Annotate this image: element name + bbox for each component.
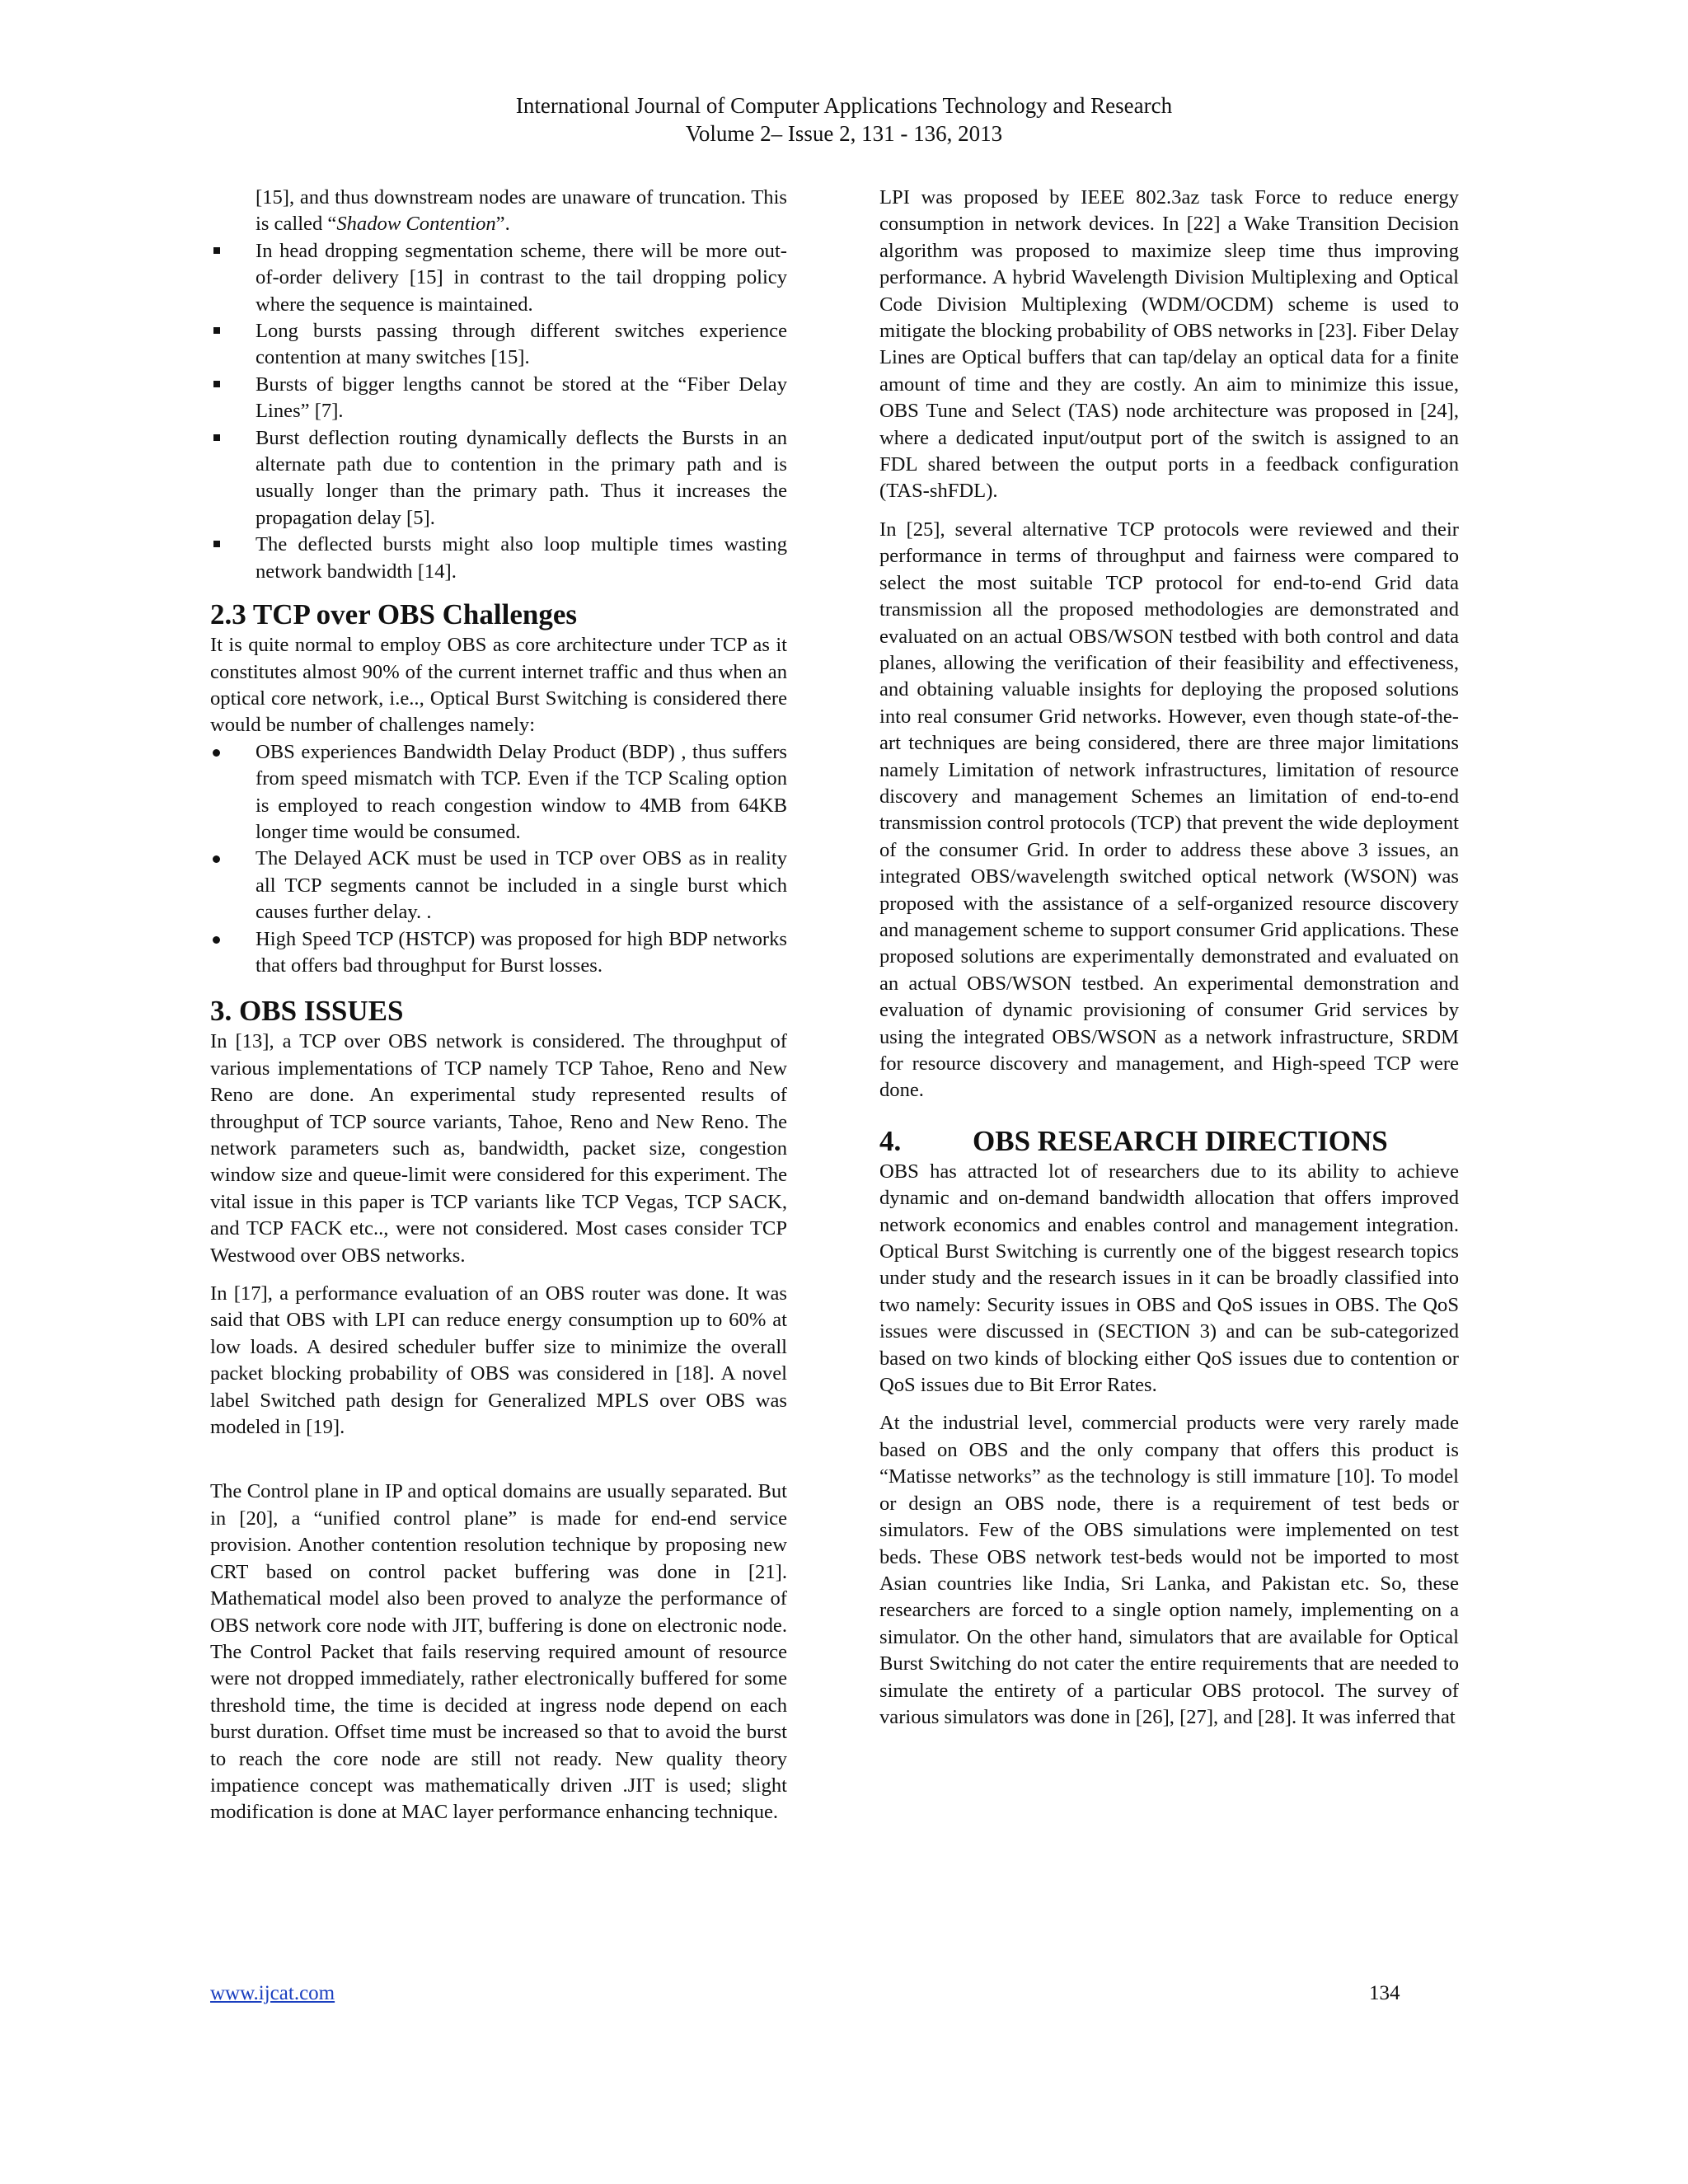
journal-title: International Journal of Computer Applications Technology and Research: [515, 93, 1173, 118]
section-4-paragraph-1: OBS has attracted lot of researchers due to its ability to achieve dynamic and on-demand bandwidth allocation that offers improved network economics and enables control and management integration. Optical Burst Switching is currently one of the biggest research topics under study and the research issues in it can be broadly classified into two namely: Security issues in OBS and QoS issues in OBS. The QoS issues were discussed in (SECTION 3) and can be sub-categorized based on two kinds of blocking either QoS issues due to contention or QoS issues due to Bit Error Rates.: [879, 1160, 1459, 1397]
right-paragraph-2: In [25], several alternative TCP protocols were reviewed and their performance in terms of throughput and fairness were compared to select the most suitable TCP protocol for end-to-end Grid data transmission all the proposed methodologies are demonstrated and evaluated on an actual OBS/WSON testbed with both control and data planes, allowing the verification of their feasibility and effectiveness, and obtaining valuable insights for deploying the proposed solutions into real consumer Grid networks. However, even though state-of-the-art techniques are being considered, there are three major limitations namely Limitation of network infrastructures, limitation of resource discovery and management Schemes an limitation of end-to-end transmission control protocols (TCP) that prevent the wide deployment of the consumer Grid. In order to address these above 3 issues, an integrated OBS/wavelength switched optical network (WSON) was proposed with the assistance of a self-organized resource discovery and management scheme to support consumer Grid applications. These proposed solutions are experimentally demonstrated and evaluated on an actual OBS/WSON testbed. An experimental demonstration and evaluation of dynamic provisioning of consumer Grid services by using the integrated OBS/WSON as a network infrastructure, SRDM for resource discovery and management, and High-speed TCP were done.: [879, 518, 1459, 1102]
list-item: OBS experiences Bandwidth Delay Product (BDP) , thus suffers from speed mismatch with TCP. Even if the TCP Scaling option is employed to reach congestion window to 4MB from 64KB longer time would be consumed.: [210, 739, 787, 846]
page-number: 134: [1369, 1982, 1400, 2004]
section-4-paragraph-2: At the industrial level, commercial products were very rarely made based on OBS and the only company that offers this product is “Matisse networks” as the technology is still immature [10]. To model or design an OBS node, there is a requirement of test beds or simulators. Few of the OBS simulations were implemented on test beds. These OBS network test-beds would not be imported to most Asian countries like India, Sri Lanka, and Pakistan etc. So, these researchers are forced to a single option namely, implementing on a simulator. On the other hand, simulators that are available for Optical Burst Switching do not cater the entire requirements that are needed to simulate the entirety of a particular OBS protocol. The survey of various simulators was done in [26], [27], and [28]. It was inferred that: [879, 1412, 1459, 1728]
shadow-contention-term: Shadow Contention: [336, 213, 496, 236]
section-3-paragraph-1: In [13], a TCP over OBS network is considered. The throughput of various implementations of TCP namely TCP Tahoe, Reno and New Reno are done. An experimental study represented results of throughput of TCP source variants, Tahoe, Reno and New Reno. The network parameters such as, bandwidth, packet size, congestion window size and queue-limit were considered for this experiment. The vital issue in this paper is TCP variants like TCP Vegas, TCP SACK, and TCP FACK etc.., were not considered. Most cases consider TCP Westwood over OBS networks.: [210, 1030, 787, 1267]
right-paragraph-1: LPI was proposed by IEEE 802.3az task Force to reduce energy consumption in network devices. In [22] a Wake Transition Decision algorithm was proposed to maximize sleep time thus improving performance. A hybrid Wavelength Division Multiplexing and Optical Code Division Multiplexing (WDM/OCDM) scheme is used to mitigate the blocking probability of OBS networks in [23]. Fiber Delay Lines are Optical buffers that can tap/delay an optical data for a finite amount of time and they are costly. An aim to minimize this issue, OBS Tune and Select (TAS) node architecture was proposed in [24], where a dedicated input/output port of the switch is assigned to an FDL shared between the output ports in a feedback configuration (TAS-shFDL).: [879, 186, 1459, 503]
section-4-title: OBS RESEARCH DIRECTIONS: [973, 1124, 1388, 1157]
section-heading-2-3: 2.3 TCP over OBS Challenges: [210, 598, 578, 631]
section-3-paragraph-3: The Control plane in IP and optical domains are usually separated. But in [20], a “unified control plane” is made for end-end service provision. Another contention resolution technique by proposing new CRT based on control packet buffering was done in [21]. Mathematical model also been proved to analyze the performance of OBS network core node with JIT, buffering is done on electronic node. The Control Packet that fails reserving required amount of resource were not dropped immediately, rather electronically buffered for some threshold time, the time is decided at ingress node depend on each burst duration. Offset time must be increased so that to avoid the burst to reach the core node are still not ready. New quality theory impatience concept was mathematically driven .JIT is used; slight modification is done at MAC layer performance enhancing technique.: [210, 1480, 787, 1824]
list-item: Burst deflection routing dynamically deflects the Bursts in an alternate path due to contention in the primary path and is usually longer than the primary path. Thus it increases the propagation delay [5].: [210, 425, 787, 532]
list-item: Long bursts passing through different switches experience contention at many switches [15].: [210, 318, 787, 372]
list-item: The deflected bursts might also loop multiple times wasting network bandwidth [14].: [210, 532, 787, 585]
left-column: [210, 185, 787, 1826]
list-item: In head dropping segmentation scheme, there will be more out-of-order delivery [15] in contrast to the tail dropping policy where the sequence is maintained.: [210, 238, 787, 318]
square-bullet-list: [210, 238, 787, 585]
section-2-3-intro: It is quite normal to employ OBS as core architecture under TCP as it constitutes almost 90% of the current internet traffic and thus when an optical core network, i.e.., Optical Burst Switching is considered there would be number of challenges namely:: [210, 634, 787, 737]
continued-text-b: ”.: [495, 213, 510, 236]
section-4-number: 4.: [879, 1124, 902, 1157]
right-column: [879, 185, 1459, 1731]
section-heading-4: [879, 1124, 1459, 1159]
continued-bullet-text: [210, 185, 787, 238]
section-heading-3: 3. OBS ISSUES: [210, 995, 404, 1028]
list-item: Bursts of bigger lengths cannot be stored at the “Fiber Delay Lines” [7].: [210, 372, 787, 425]
journal-website-link[interactable]: www.ijcat.com: [210, 1982, 335, 2004]
list-item: High Speed TCP (HSTCP) was proposed for high BDP networks that offers bad throughput for Burst losses.: [210, 926, 787, 980]
continued-text-a: [15], and thus downstream nodes are unaware of truncation. This is called “: [256, 186, 787, 236]
list-item: The Delayed ACK must be used in TCP over OBS as in reality all TCP segments cannot be included in a single burst which causes further delay. .: [210, 846, 787, 926]
section-3-paragraph-2: In [17], a performance evaluation of an OBS router was done. It was said that OBS with LPI can reduce energy consumption up to 60% at low loads. A desired scheduler buffer size to minimize the overall packet blocking probability of OBS was considered in [18]. A novel label Switched path design for Generalized MPLS over OBS was modeled in [19].: [210, 1282, 787, 1439]
journal-volume: Volume 2– Issue 2, 131 - 136, 2013: [685, 121, 1003, 146]
challenges-bullet-list: [210, 739, 787, 980]
